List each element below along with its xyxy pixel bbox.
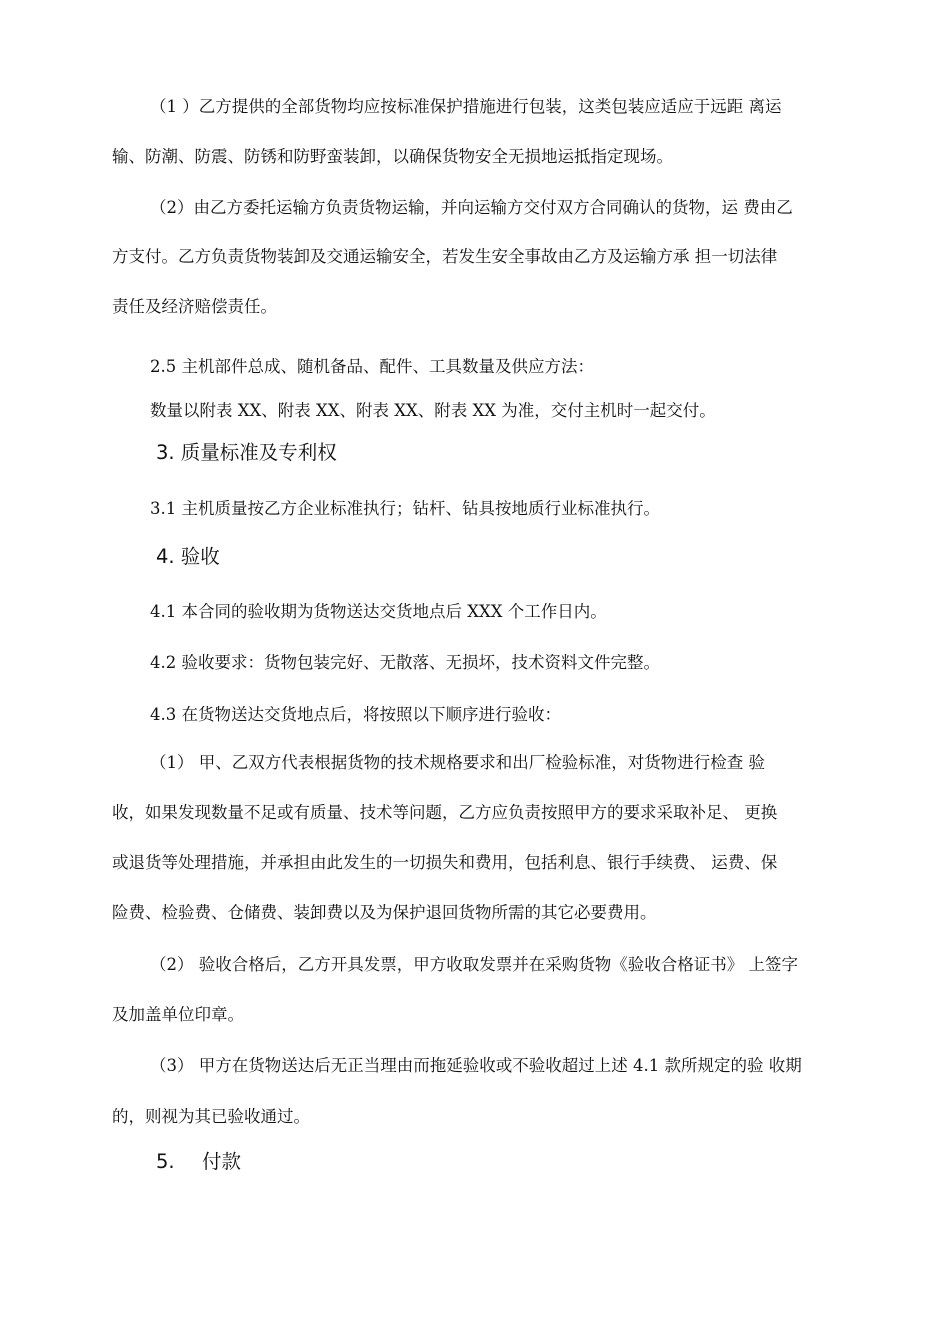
- transport-item-2-line-3: 责任及经济赔偿责任。: [112, 297, 277, 316]
- section-4-heading: 4. 验收: [156, 545, 220, 568]
- transport-item-2-line-2: 方支付。乙方负责货物装卸及交通运输安全，若发生安全事故由乙方及运输方承 担一切法律: [112, 247, 778, 266]
- inspection-item-2-line-1: （2） 验收合格后，乙方开具发票，甲方收取发票并在采购货物《验收合格证书》 上签字: [150, 955, 798, 974]
- inspection-item-1-line-2: 收，如果发现数量不足或有质量、技术等问题，乙方应负责按照甲方的要求采取补足、 更换: [112, 803, 778, 822]
- inspection-item-3-line-2: 的，则视为其已验收通过。: [112, 1107, 310, 1126]
- clause-3-1: 3.1 主机质量按乙方企业标准执行；钻杆、钻具按地质行业标准执行。: [150, 499, 660, 518]
- packaging-item-1-line-1: （1 ）乙方提供的全部货物均应按标准保护措施进行包装，这类包装应适应于远距 离运: [150, 97, 782, 116]
- clause-4-3: 4.3 在货物送达交货地点后，将按照以下顺序进行验收：: [150, 705, 561, 724]
- transport-item-2-line-1: （2）由乙方委托运输方负责货物运输，并向运输方交付双方合同确认的货物，运 费由乙: [150, 198, 793, 217]
- clause-4-1: 4.1 本合同的验收期为货物送达交货地点后 XXX 个工作日内。: [150, 602, 607, 621]
- section-3-heading: 3. 质量标准及专利权: [156, 441, 337, 464]
- section-5-number: 5.: [156, 1150, 175, 1173]
- inspection-item-1-line-4: 险费、检验费、仓储费、装卸费以及为保护退回货物所需的其它必要费用。: [112, 903, 657, 922]
- clause-2-5-body: 数量以附表 XX、附表 XX、附表 XX、附表 XX 为准，交付主机时一起交付。: [150, 401, 716, 420]
- section-5-title: 付款: [202, 1150, 242, 1173]
- clause-2-5-title: 2.5 主机部件总成、随机备品、配件、工具数量及供应方法：: [150, 357, 594, 376]
- inspection-item-1-line-3: 或退货等处理措施，并承担由此发生的一切损失和费用，包括利息、银行手续费、 运费、保: [112, 853, 778, 872]
- clause-4-2: 4.2 验收要求：货物包装完好、无散落、无损坏，技术资料文件完整。: [150, 653, 660, 672]
- packaging-item-1-line-2: 输、防潮、防震、防锈和防野蛮装卸，以确保货物安全无损地运抵指定现场。: [112, 147, 673, 166]
- inspection-item-2-line-2: 及加盖单位印章。: [112, 1005, 244, 1024]
- inspection-item-1-line-1: （1） 甲、乙双方代表根据货物的技术规格要求和出厂检验标准，对货物进行检查 验: [150, 753, 765, 772]
- inspection-item-3-line-1: （3） 甲方在货物送达后无正当理由而拖延验收或不验收超过上述 4.1 款所规定的验 收期: [150, 1056, 802, 1075]
